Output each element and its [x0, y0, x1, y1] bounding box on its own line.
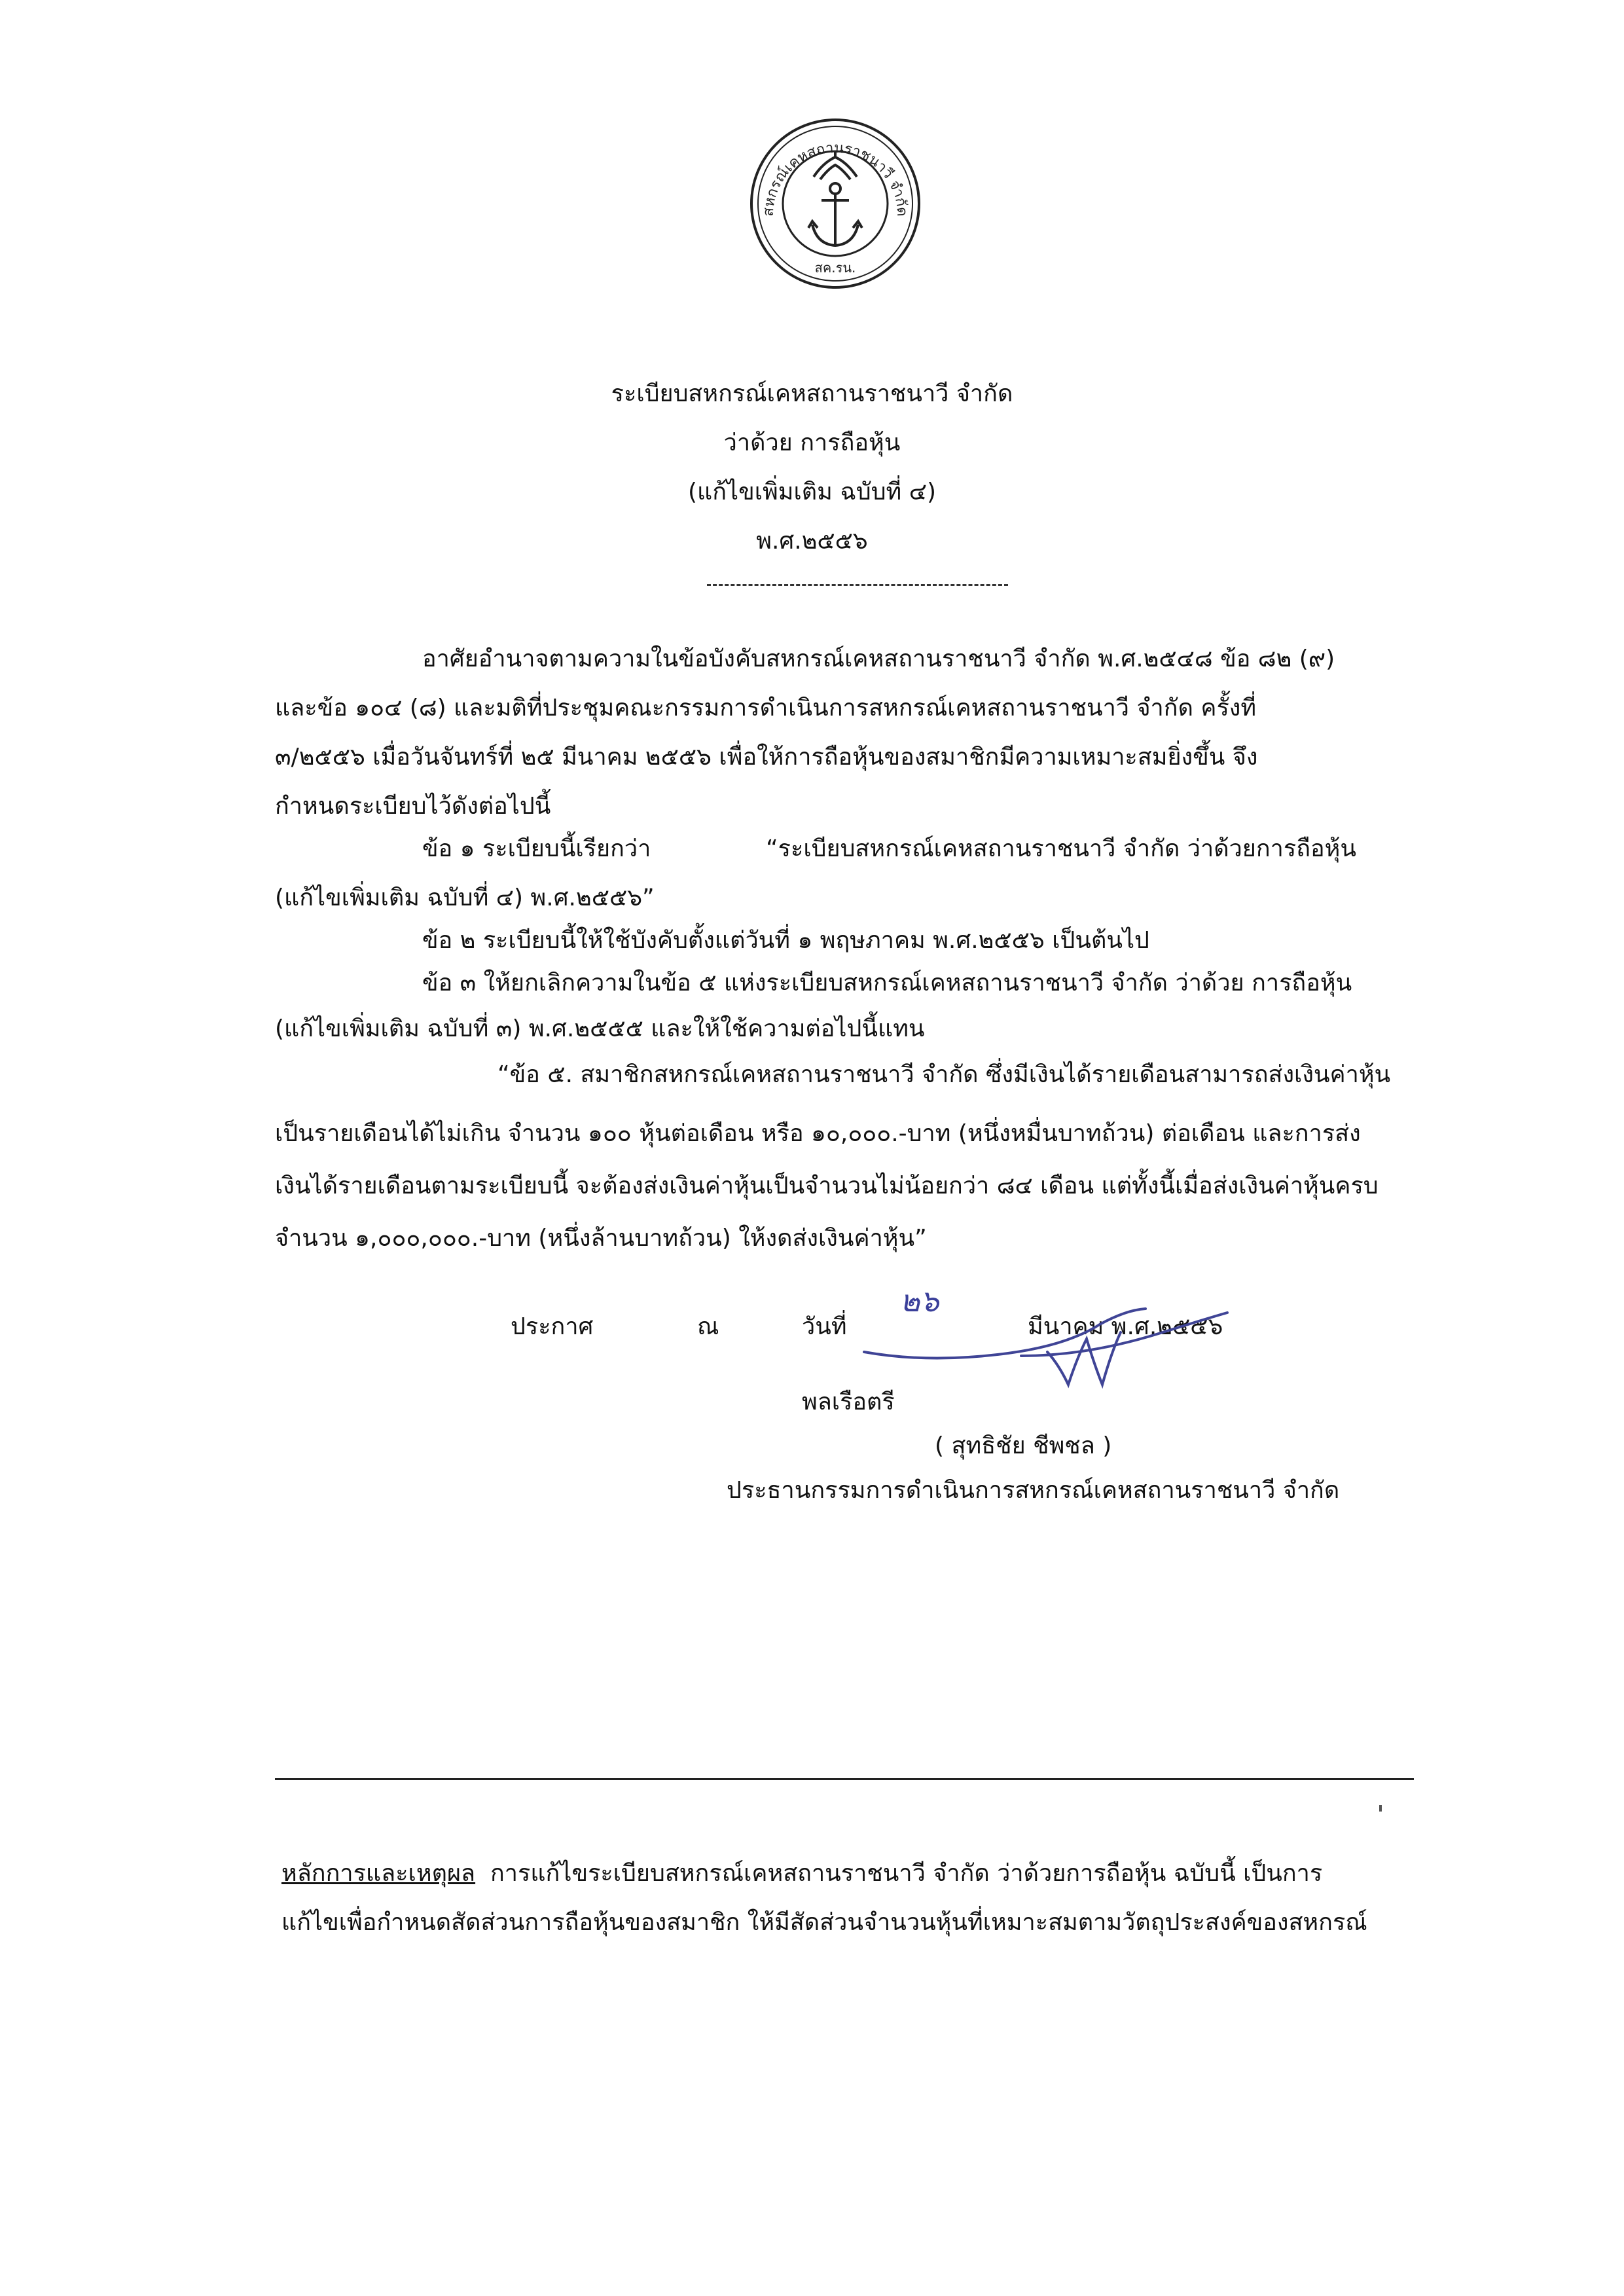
- footer-divider: [275, 1778, 1414, 1780]
- clause-1-line-2: (แก้ไขเพิ่มเติม ฉบับที่ ๔) พ.ศ.๒๕๕๖”: [275, 884, 655, 911]
- signatory-rank: พลเรือตรี: [802, 1389, 895, 1415]
- clause-3-line-1: ข้อ ๓ ให้ยกเลิกความในข้อ ๕ แห่งระเบียบสหกรณ์เคหสถานราชนาวี จำกัด ว่าด้วย การถือหุ้น: [422, 970, 1352, 996]
- scan-speck: [1379, 1805, 1382, 1812]
- rationale-line-1: [281, 1859, 1322, 1887]
- seal-abbr: สค.รน.: [814, 260, 856, 276]
- title-line-3: (แก้ไขเพิ่มเติม ฉบับที่ ๔): [687, 479, 937, 505]
- rationale-heading: หลักการและเหตุผล: [281, 1860, 476, 1887]
- clause-5-line-1: “ข้อ ๕. สมาชิกสหกรณ์เคหสถานราชนาวี จำกัด ซึ่งมีเงินได้รายเดือนสามารถส่งเงินค่าหุ้น: [497, 1061, 1391, 1088]
- cooperative-seal: [748, 117, 922, 291]
- announcement-month-year: มีนาคม พ.ศ.๒๕๕๖: [1028, 1313, 1223, 1340]
- clause-1-line-1b: “ระเบียบสหกรณ์เคหสถานราชนาวี จำกัด ว่าด้วยการถือหุ้น: [766, 835, 1356, 862]
- clause-3-line-2: (แก้ไขเพิ่มเติม ฉบับที่ ๓) พ.ศ.๒๕๕๕ และให้ใช้ความต่อไปนี้แทน: [275, 1015, 925, 1042]
- title-line-4: พ.ศ.๒๕๕๖: [756, 528, 868, 555]
- title-divider: [707, 584, 1008, 586]
- title-line-1: ระเบียบสหกรณ์เคหสถานราชนาวี จำกัด: [611, 380, 1013, 407]
- clause-5-line-3: เงินได้รายเดือนตามระเบียบนี้ จะต้องส่งเงินค่าหุ้นเป็นจำนวนไม่น้อยกว่า ๘๔ เดือน แต่ทั้งนี้เมื่อส่งเงินค่าหุ้นครบ: [275, 1173, 1379, 1199]
- clause-2-line-1: ข้อ ๒ ระเบียบนี้ให้ใช้บังคับตั้งแต่วันที่ ๑ พฤษภาคม พ.ศ.๒๕๕๖ เป็นต้นไป: [422, 927, 1149, 954]
- handwritten-signature: [851, 1254, 1244, 1417]
- clause-5-line-4: จำนวน ๑,๐๐๐,๐๐๐.-บาท (หนึ่งล้านบาทถ้วน) ให้งดส่งเงินค่าหุ้น”: [275, 1225, 927, 1252]
- preamble-line-2: และข้อ ๑๐๔ (๘) และมติที่ประชุมคณะกรรมการดำเนินการสหกรณ์เคหสถานราชนาวี จำกัด ครั้งที่: [275, 695, 1257, 721]
- handwritten-day: ๒๖: [900, 1283, 939, 1319]
- rationale-line-2: แก้ไขเพื่อกำหนดสัดส่วนการถือหุ้นของสมาชิก ให้มีสัดส่วนจำนวนหุ้นที่เหมาะสมตามวัตถุประสงค์ของสหกรณ์: [281, 1909, 1367, 1936]
- signatory-position: ประธานกรรมการดำเนินการสหกรณ์เคหสถานราชนาวี จำกัด: [727, 1477, 1340, 1504]
- clause-1-line-1a: ข้อ ๑ ระเบียบนี้เรียกว่า: [422, 835, 651, 862]
- preamble-line-4: กำหนดระเบียบไว้ดังต่อไปนี้: [275, 793, 551, 820]
- signatory-name: ( สุทธิชัย ชีพชล ): [935, 1432, 1112, 1459]
- announcement-at: ณ: [697, 1313, 719, 1340]
- rationale-text-1: การแก้ไขระเบียบสหกรณ์เคหสถานราชนาวี จำกัด ว่าด้วยการถือหุ้น ฉบับนี้ เป็นการ: [490, 1860, 1323, 1887]
- clause-5-line-2: เป็นรายเดือนได้ไม่เกิน จำนวน ๑๐๐ หุ้นต่อเดือน หรือ ๑๐,๐๐๐.-บาท (หนึ่งหมื่นบาทถ้วน) ต่อเดือน และการส่ง: [275, 1120, 1361, 1147]
- anchor-emblem-icon: [808, 152, 862, 246]
- preamble-line-3: ๓/๒๕๕๖ เมื่อวันจันทร์ที่ ๒๕ มีนาคม ๒๕๕๖ เพื่อให้การถือหุ้นของสมาชิกมีความเหมาะสมยิ่งขึ้น จึง: [275, 744, 1258, 771]
- announcement-word: ประกาศ: [511, 1313, 594, 1340]
- seal-label: สหกรณ์เคหสถานราชนาวี จำกัด: [760, 139, 911, 217]
- announcement-day-label: วันที่: [802, 1313, 847, 1340]
- title-line-2: ว่าด้วย การถือหุ้น: [723, 429, 901, 456]
- preamble-line-1: อาศัยอำนาจตามความในข้อบังคับสหกรณ์เคหสถานราชนาวี จำกัด พ.ศ.๒๕๔๘ ข้อ ๘๒ (๙): [422, 646, 1335, 672]
